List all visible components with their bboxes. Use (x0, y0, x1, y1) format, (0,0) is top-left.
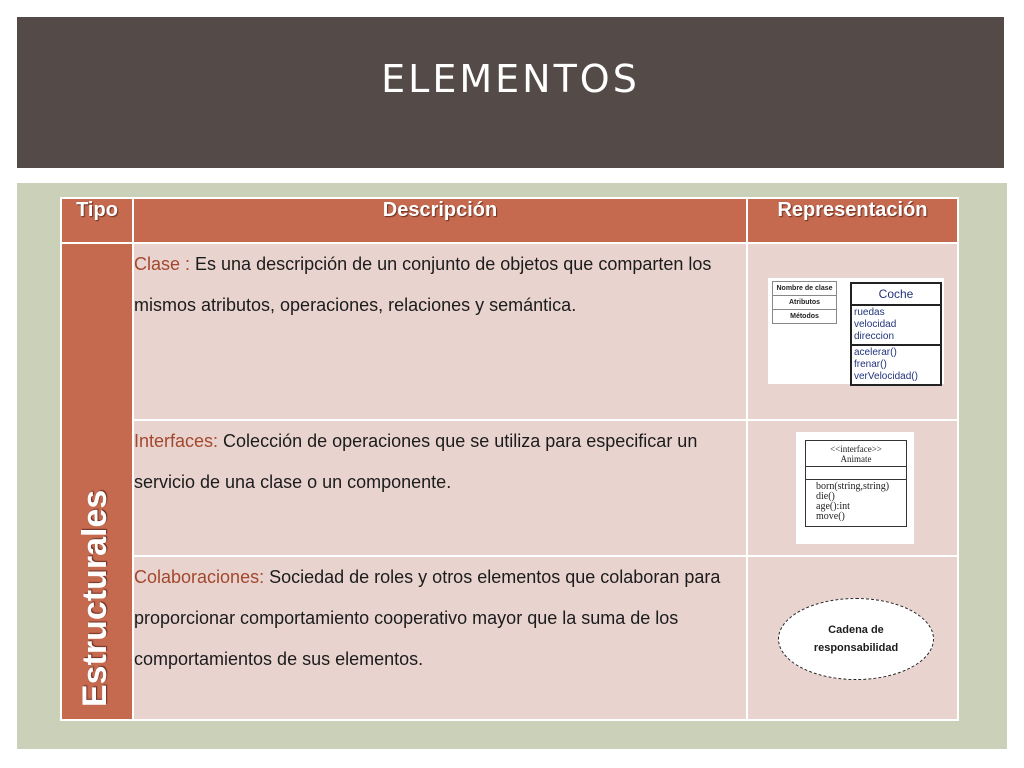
method-item: frenar() (854, 359, 887, 370)
attribute-item: ruedas (854, 307, 885, 318)
desc-colaboraciones (133, 556, 747, 720)
method-item: acelerar() (854, 347, 897, 358)
repr-colaboraciones (747, 556, 958, 720)
interface-name: Animate (840, 454, 872, 464)
generic-class-box (772, 281, 837, 324)
desc-clase (133, 243, 747, 420)
interface-attributes (806, 467, 906, 480)
operation-item: born(string,string) (816, 481, 890, 492)
interface-diagram (796, 432, 914, 544)
elements-table (60, 197, 959, 721)
term-interfaces: Interfaces: (134, 431, 219, 451)
interface-box (805, 440, 907, 527)
table-row-clase (61, 243, 958, 420)
method-item: verVelocidad() (854, 371, 918, 382)
operation-item: age():int (816, 501, 850, 512)
text-clase: Es una descripción de un conjunto de objetos que comparten los mismos atributos, operaciones, relaciones y semántica. (134, 254, 712, 315)
text-interfaces: Colección de operaciones que se utiliza para especificar un servicio de una clase o un componente. (134, 431, 698, 492)
generic-name: Nombre de clase (773, 282, 836, 296)
text-colaboraciones: Sociedad de roles y otros elementos que colaboran para proporcionar comportamiento cooperativo mayor que la suma de los comportamientos de sus elementos. (134, 567, 721, 669)
interface-operations (806, 480, 906, 526)
header-tipo: Tipo (61, 198, 133, 243)
coche-class-box (850, 282, 942, 386)
generic-methods: Métodos (790, 313, 819, 320)
collaboration-line1: Cadena de (828, 624, 884, 636)
title-band (17, 17, 1004, 168)
generic-attributes: Atributos (773, 296, 836, 310)
term-clase: Clase : (134, 254, 191, 274)
operation-item: move() (816, 511, 845, 522)
repr-clase (747, 243, 958, 420)
collaboration-ellipse (778, 598, 934, 680)
interface-stereotype: <<interface>> (830, 444, 882, 454)
tipo-cell (61, 243, 133, 720)
class-diagram (768, 278, 944, 384)
table-row-interfaces (61, 420, 958, 556)
attribute-item: velocidad (854, 319, 897, 330)
operation-item: die() (816, 491, 835, 502)
class-name: Coche (852, 284, 940, 306)
term-colaboraciones: Colaboraciones: (134, 567, 265, 587)
header-descripcion: Descripción (133, 198, 747, 243)
header-row (61, 198, 958, 243)
desc-interfaces (133, 420, 747, 556)
attribute-item: direccion (854, 331, 895, 342)
repr-interfaces (747, 420, 958, 556)
collaboration-line2: responsabilidad (813, 642, 899, 654)
tipo-estructurales: Estructurales (76, 489, 114, 707)
interface-header (806, 441, 906, 467)
table-row-colaboraciones (61, 556, 958, 720)
header-representacion: Representación (747, 198, 958, 243)
slide-title: ELEMENTOS (381, 57, 640, 101)
class-attributes (852, 306, 940, 344)
class-methods (852, 344, 940, 384)
